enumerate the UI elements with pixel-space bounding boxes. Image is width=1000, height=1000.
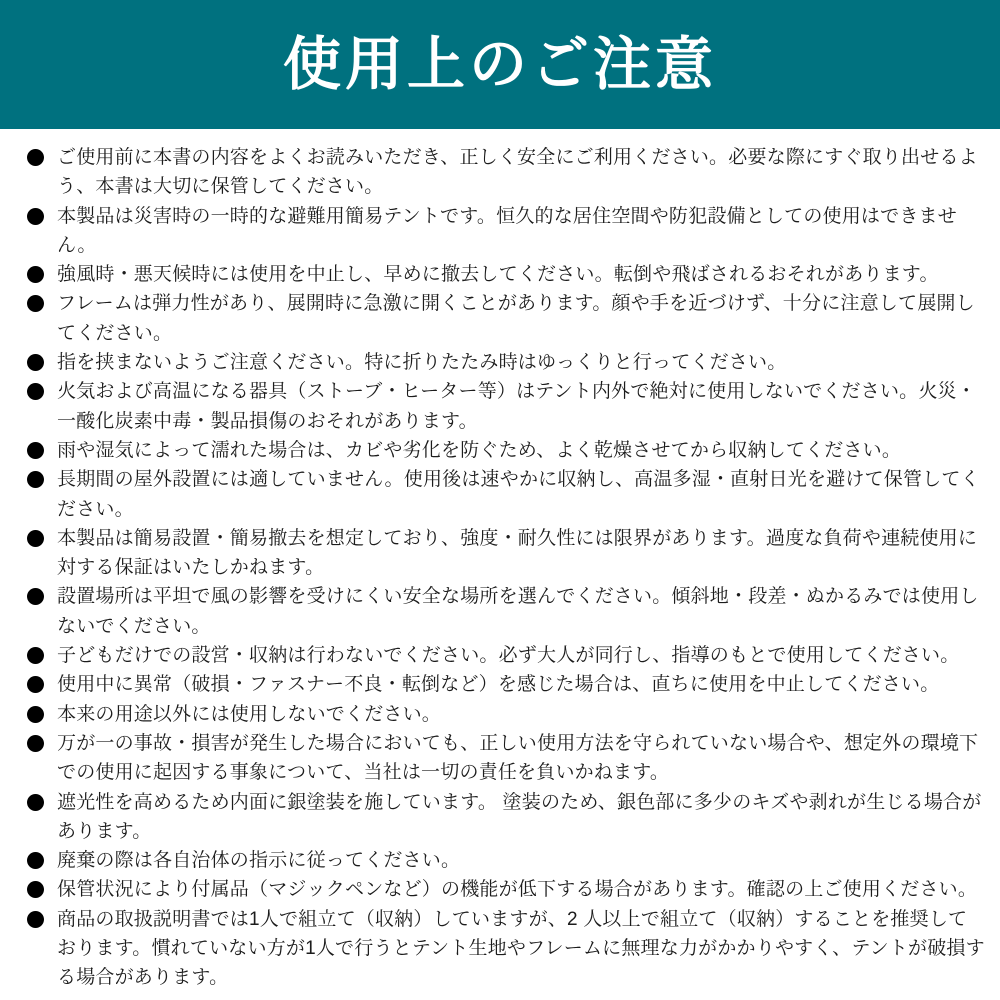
notice-text: 保管状況により付属品（マジックペンなど）の機能が低下する場合があります。確認の上ご使用ください。 xyxy=(57,879,978,901)
bullet-icon xyxy=(27,881,44,898)
notice-text: 指を挟まないようご注意ください。特に折りたたみ時はゆっくりと行ってください。 xyxy=(57,352,787,374)
bullet-icon xyxy=(27,208,44,225)
notice-item xyxy=(27,436,986,465)
bullet-icon xyxy=(27,647,44,664)
notice-text: 子どもだけでの設営・収納は行わないでください。必ず大人が同行し、指導のもとで使用してください。 xyxy=(57,645,960,667)
bullet-icon xyxy=(27,442,44,459)
notice-text: 本製品は簡易設置・簡易撤去を想定しており、強度・耐久性には限界があります。過度な負荷や連続使用に対する保証はいたしかねます。 xyxy=(57,527,978,579)
notice-list xyxy=(0,129,1000,993)
notice-text: 雨や湿気によって濡れた場合は、カビや劣化を防ぐため、よく乾燥させてから収納してください。 xyxy=(57,439,902,461)
bullet-icon xyxy=(27,911,44,928)
notice-item xyxy=(27,788,986,847)
page-title: 使用上のご注意 xyxy=(282,31,717,97)
bullet-icon xyxy=(27,588,44,605)
notice-text: 遮光性を高めるため内面に銀塗装を施しています。 塗装のため、銀色部に多少のキズや剥れが生じる場合があります。 xyxy=(57,791,982,842)
bullet-icon xyxy=(27,794,44,811)
notice-item xyxy=(27,524,986,583)
notice-item xyxy=(27,641,986,670)
notice-text: 長期間の屋外設置には適していません。使用後は速やかに収納し、高温多湿・直射日光を避けて保管してください。 xyxy=(57,469,980,520)
notice-text: 商品の取扱説明書では1人で組立て（収納）していますが、2 人以上で組立て（収納）することを推奨しております。慣れていない方が1人で行うとテント生地やフレームに無理な力がかかりやすく、テントが破損する場合があります。 xyxy=(57,908,985,989)
bullet-icon xyxy=(27,149,44,166)
bullet-icon xyxy=(27,354,44,371)
notice-text: フレームは弾力性があり、展開時に急激に開くことがあります。顔や手を近づけず、十分に注意して展開してください。 xyxy=(57,293,975,344)
bullet-icon xyxy=(27,266,44,283)
notice-item xyxy=(27,289,986,348)
notice-item xyxy=(27,700,986,729)
notice-item xyxy=(27,846,986,875)
bullet-icon xyxy=(27,852,44,869)
bullet-icon xyxy=(27,383,44,400)
notice-item xyxy=(27,670,986,699)
page-header xyxy=(0,0,1000,129)
notice-text: 本製品は災害時の一時的な避難用簡易テントです。恒久的な居住空間や防犯設備としての使用はできません。 xyxy=(57,205,957,256)
notice-item xyxy=(27,465,986,524)
notice-text: 火気および高温になる器具（ストーブ・ヒーター等）はテント内外で絶対に使用しないでください。火災・一酸化炭素中毒・製品損傷のおそれがあります。 xyxy=(57,381,976,432)
notice-text: 設置場所は平坦で風の影響を受けにくい安全な場所を選んでください。傾斜地・段差・ぬかるみでは使用しないでください。 xyxy=(57,586,979,637)
notice-text: ご使用前に本書の内容をよくお読みいただき、正しく安全にご利用ください。必要な際にすぐ取り出せるよう、本書は大切に保管してください。 xyxy=(57,147,978,198)
notice-item xyxy=(27,875,986,904)
notice-item xyxy=(27,377,986,436)
notice-item xyxy=(27,905,986,993)
notice-text: 使用中に異常（破損・ファスナー不良・転倒など）を感じた場合は、直ちに使用を中止してください。 xyxy=(57,674,940,696)
notice-text: 本来の用途以外には使用しないでください。 xyxy=(57,703,442,725)
notice-text: 強風時・悪天候時には使用を中止し、早めに撤去してください。転倒や飛ばされるおそれがあります。 xyxy=(57,264,939,286)
notice-item xyxy=(27,729,986,788)
bullet-icon xyxy=(27,530,44,547)
notice-item xyxy=(27,260,986,289)
notice-item xyxy=(27,582,986,641)
notice-item xyxy=(27,143,986,202)
bullet-icon xyxy=(27,676,44,693)
bullet-icon xyxy=(27,471,44,488)
notice-text: 万が一の事故・損害が発生した場合においても、正しい使用方法を守られていない場合や、想定外の環境下での使用に起因する事象について、当社は一切の責任を負いかねます。 xyxy=(57,732,979,784)
notice-item xyxy=(27,202,986,261)
notice-text: 廃棄の際は各自治体の指示に従ってください。 xyxy=(57,850,461,872)
bullet-icon xyxy=(27,295,44,312)
bullet-icon xyxy=(27,735,44,752)
bullet-icon xyxy=(27,706,44,723)
notice-item xyxy=(27,348,986,377)
